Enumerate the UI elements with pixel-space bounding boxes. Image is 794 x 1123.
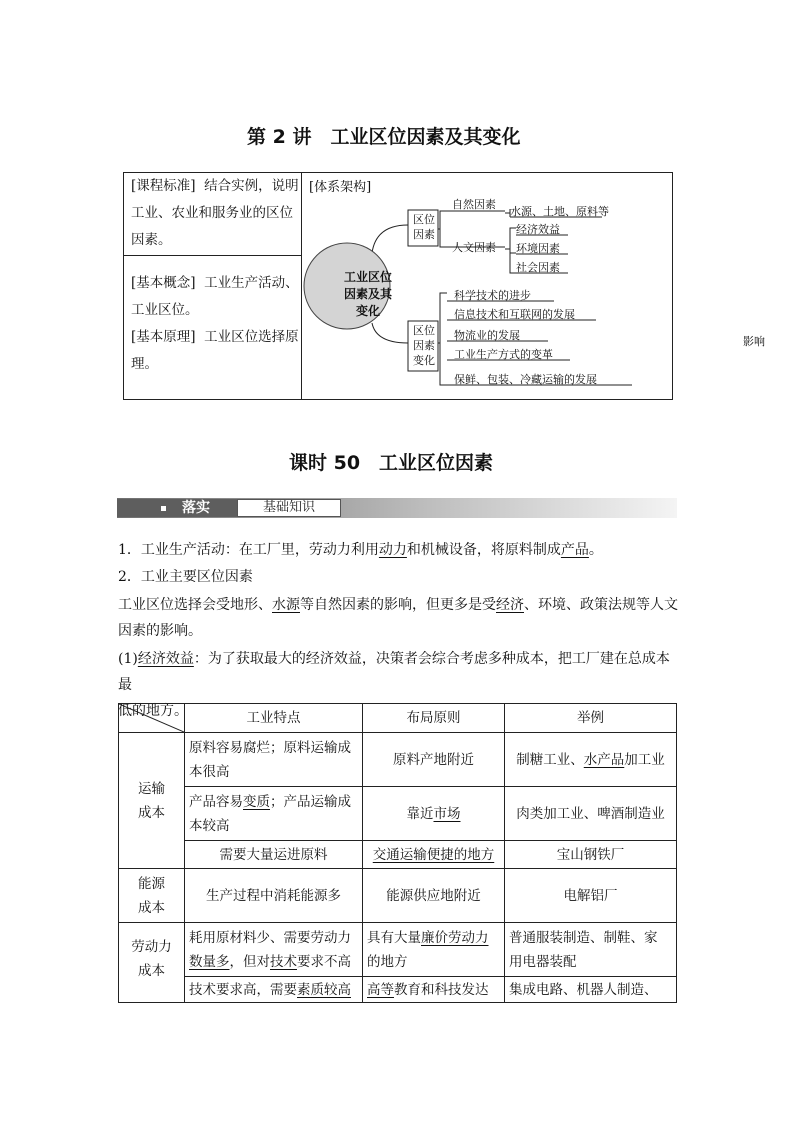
concept-tag: [基本概念] bbox=[131, 275, 196, 291]
influence-label: 影响 bbox=[743, 335, 765, 348]
table-row bbox=[119, 841, 677, 869]
human-item-environment: 环境因素 bbox=[516, 242, 560, 255]
r2-feature-a: 产品容易 bbox=[189, 793, 243, 810]
r5-feature-a: 耗用原材料少、需要劳动力 bbox=[189, 929, 351, 946]
p3-blank-water: 水源 bbox=[272, 597, 300, 613]
r5-feature-blank-1: 数量多 bbox=[189, 953, 230, 970]
industry-location-table bbox=[118, 703, 677, 1003]
table-row bbox=[119, 977, 677, 1003]
group-transport-cost bbox=[119, 733, 185, 869]
change-item-preservation: 保鲜、包装、冷藏运输的发展 bbox=[454, 373, 597, 386]
group-energy-cost bbox=[119, 869, 185, 923]
table-header-row bbox=[119, 704, 677, 733]
principle-tag: [基本原理] bbox=[131, 329, 196, 345]
section-banner bbox=[117, 498, 677, 518]
r1-example-c: 加工业 bbox=[624, 751, 665, 768]
p2-number: 2． bbox=[118, 569, 141, 585]
factor-change-line-3: 变化 bbox=[413, 354, 435, 367]
p1-blank-product: 产品 bbox=[560, 542, 589, 558]
standard-tag: [课程标准] bbox=[131, 178, 196, 194]
human-item-economic: 经济效益 bbox=[516, 223, 560, 236]
intro-box bbox=[123, 172, 765, 400]
r4-principle: 能源供应地附近 bbox=[363, 869, 505, 923]
group-energy-line-2: 成本 bbox=[138, 899, 165, 916]
r5-principle-blank: 廉价劳动力 bbox=[421, 929, 489, 946]
r5-example bbox=[505, 923, 677, 977]
diagonal-line bbox=[119, 704, 184, 732]
r6-feature-blank: 素质较高 bbox=[297, 981, 351, 998]
group-labor-line-1: 劳动力 bbox=[131, 939, 172, 955]
r5-feature-e: 要求不高 bbox=[297, 953, 351, 970]
r1-example-blank: 水产品 bbox=[583, 751, 625, 768]
r5-principle-c: 的地方 bbox=[367, 953, 408, 970]
factor-change-label bbox=[411, 323, 437, 368]
framework-tag: [体系架构] bbox=[309, 180, 372, 195]
r5-feature-blank-2: 技术 bbox=[270, 953, 297, 970]
chapter-title: 第 2 讲 工业区位因素及其变化 bbox=[247, 126, 521, 148]
r4-example: 电解铝厂 bbox=[505, 869, 677, 923]
factor-change-line-2: 因素 bbox=[413, 339, 435, 352]
location-factor-line-1: 区位 bbox=[413, 213, 435, 226]
r5-feature-c: ，但对 bbox=[229, 953, 270, 970]
r5-example-b: 用电器装配 bbox=[509, 953, 577, 970]
header-principle: 布局原则 bbox=[363, 704, 505, 733]
p1-text-e: 。 bbox=[588, 542, 603, 558]
paragraph-3 bbox=[118, 592, 683, 644]
banner-tab-sub: 基础知识 bbox=[237, 499, 341, 517]
center-line-1: 工业区位 bbox=[343, 270, 392, 284]
p1-text-c: 和机械设备，将原料制成 bbox=[406, 542, 561, 558]
human-factor: 人文因素 bbox=[452, 241, 496, 254]
center-node-label bbox=[328, 269, 408, 320]
r1-example bbox=[505, 733, 677, 787]
p4-text-c: ：为了获取最大的经济效益，决策者会综合考虑多种成本，把工厂建在总成本最 bbox=[118, 651, 670, 693]
table-row bbox=[119, 787, 677, 841]
group-transport-line-1: 运输 bbox=[138, 780, 165, 797]
group-energy-line-1: 能源 bbox=[138, 875, 165, 892]
standard-text: 结合实例，说明工业、农业和服务业的区位因素。 bbox=[131, 178, 299, 248]
intro-divider bbox=[124, 255, 301, 256]
natural-factor-detail: 水源、土地、原料等 bbox=[510, 205, 609, 218]
principle-text: 工业区位选择原理。 bbox=[131, 329, 299, 372]
location-factor-label bbox=[411, 212, 437, 242]
r1-feature bbox=[185, 733, 363, 787]
factor-change-line-1: 区位 bbox=[413, 324, 435, 337]
r6-principle-blank: 高等 bbox=[367, 981, 394, 998]
change-item-technology: 科学技术的进步 bbox=[454, 289, 531, 302]
change-item-internet: 信息技术和互联网的发展 bbox=[454, 308, 575, 321]
basic-principle bbox=[131, 324, 299, 378]
p3-text-f: 因素的影响。 bbox=[118, 623, 202, 639]
r6-principle bbox=[363, 977, 505, 1003]
table-row bbox=[119, 923, 677, 977]
intro-left-column bbox=[124, 173, 302, 399]
table-row bbox=[119, 869, 677, 923]
diagonal-header-cell bbox=[119, 704, 185, 733]
banner-tab-main bbox=[117, 499, 237, 517]
r2-feature-blank: 变质 bbox=[243, 793, 270, 810]
group-transport-line-2: 成本 bbox=[138, 804, 165, 821]
r6-feature-a: 技术要求高，需要 bbox=[189, 981, 297, 998]
paragraph-1 bbox=[118, 537, 678, 563]
concept-text: 工业生产活动、工业区位。 bbox=[131, 275, 299, 318]
r2-principle bbox=[363, 787, 505, 841]
r6-feature bbox=[185, 977, 363, 1003]
p2-heading: 工业主要区位因素 bbox=[140, 569, 253, 585]
lesson-title: 课时 50 工业区位因素 bbox=[289, 452, 494, 474]
r5-example-a: 普通服装制造、制鞋、家 bbox=[509, 929, 658, 946]
r2-feature bbox=[185, 787, 363, 841]
p4-text-d: 低的地方。 bbox=[118, 703, 188, 719]
p1-text-a: ：在工厂里，劳动力利用 bbox=[224, 542, 379, 558]
r1-example-a: 制糖工业、 bbox=[516, 751, 584, 768]
p3-blank-economy: 经济 bbox=[496, 597, 524, 613]
location-factor-line-2: 因素 bbox=[413, 228, 435, 241]
r1-feature-b: 本很高 bbox=[189, 763, 230, 780]
center-line-2: 因素及其 bbox=[343, 287, 392, 301]
group-labor-cost bbox=[119, 923, 185, 1003]
r1-principle: 原料产地附近 bbox=[363, 733, 505, 787]
center-line-3: 变化 bbox=[355, 304, 380, 318]
p3-text-a: 工业区位选择会受地形、 bbox=[118, 597, 272, 613]
p4-number: (1) bbox=[118, 651, 138, 667]
r1-feature-a: 原料容易腐烂；原料运输成 bbox=[189, 739, 351, 756]
basic-concept bbox=[131, 270, 299, 324]
r2-principle-blank: 市场 bbox=[433, 805, 461, 822]
square-bullet-icon bbox=[161, 506, 166, 511]
p4-blank-benefit: 经济效益 bbox=[137, 651, 194, 667]
r3-example: 宝山钢铁厂 bbox=[505, 841, 677, 869]
r2-example: 肉类加工业、啤酒制造业 bbox=[505, 787, 677, 841]
change-item-production: 工业生产方式的变革 bbox=[454, 348, 553, 361]
table-row bbox=[119, 733, 677, 787]
header-example: 举例 bbox=[505, 704, 677, 733]
r6-example: 集成电路、机器人制造、 bbox=[505, 977, 677, 1003]
r5-feature bbox=[185, 923, 363, 977]
r3-principle: 交通运输便捷的地方 bbox=[363, 841, 505, 869]
header-feature: 工业特点 bbox=[185, 704, 363, 733]
group-labor-line-2: 成本 bbox=[138, 963, 165, 979]
paragraph-2 bbox=[118, 564, 253, 590]
human-item-social: 社会因素 bbox=[516, 261, 560, 274]
r6-principle-b: 教育和科技发达 bbox=[394, 981, 489, 998]
p1-blank-power: 动力 bbox=[378, 542, 407, 558]
r2-principle-a: 靠近 bbox=[406, 805, 434, 822]
course-standard bbox=[131, 173, 299, 254]
p3-text-c: 等自然因素的影响，但更多是受 bbox=[300, 597, 496, 613]
r4-feature: 生产过程中消耗能源多 bbox=[185, 869, 363, 923]
r2-feature-c: ；产品运输成 bbox=[270, 793, 351, 810]
p1-number: 1． bbox=[118, 542, 141, 558]
r5-principle bbox=[363, 923, 505, 977]
p1-heading: 工业生产活动 bbox=[140, 542, 225, 558]
r5-principle-a: 具有大量 bbox=[367, 929, 421, 946]
banner-tab-main-label: 落实 bbox=[182, 500, 210, 516]
p3-text-e: 、环境、政策法规等人文 bbox=[524, 597, 678, 613]
change-item-logistics: 物流业的发展 bbox=[454, 329, 520, 342]
r2-feature-d: 本较高 bbox=[189, 817, 230, 834]
natural-factor: 自然因素 bbox=[452, 198, 496, 211]
r3-feature: 需要大量运进原料 bbox=[185, 841, 363, 869]
